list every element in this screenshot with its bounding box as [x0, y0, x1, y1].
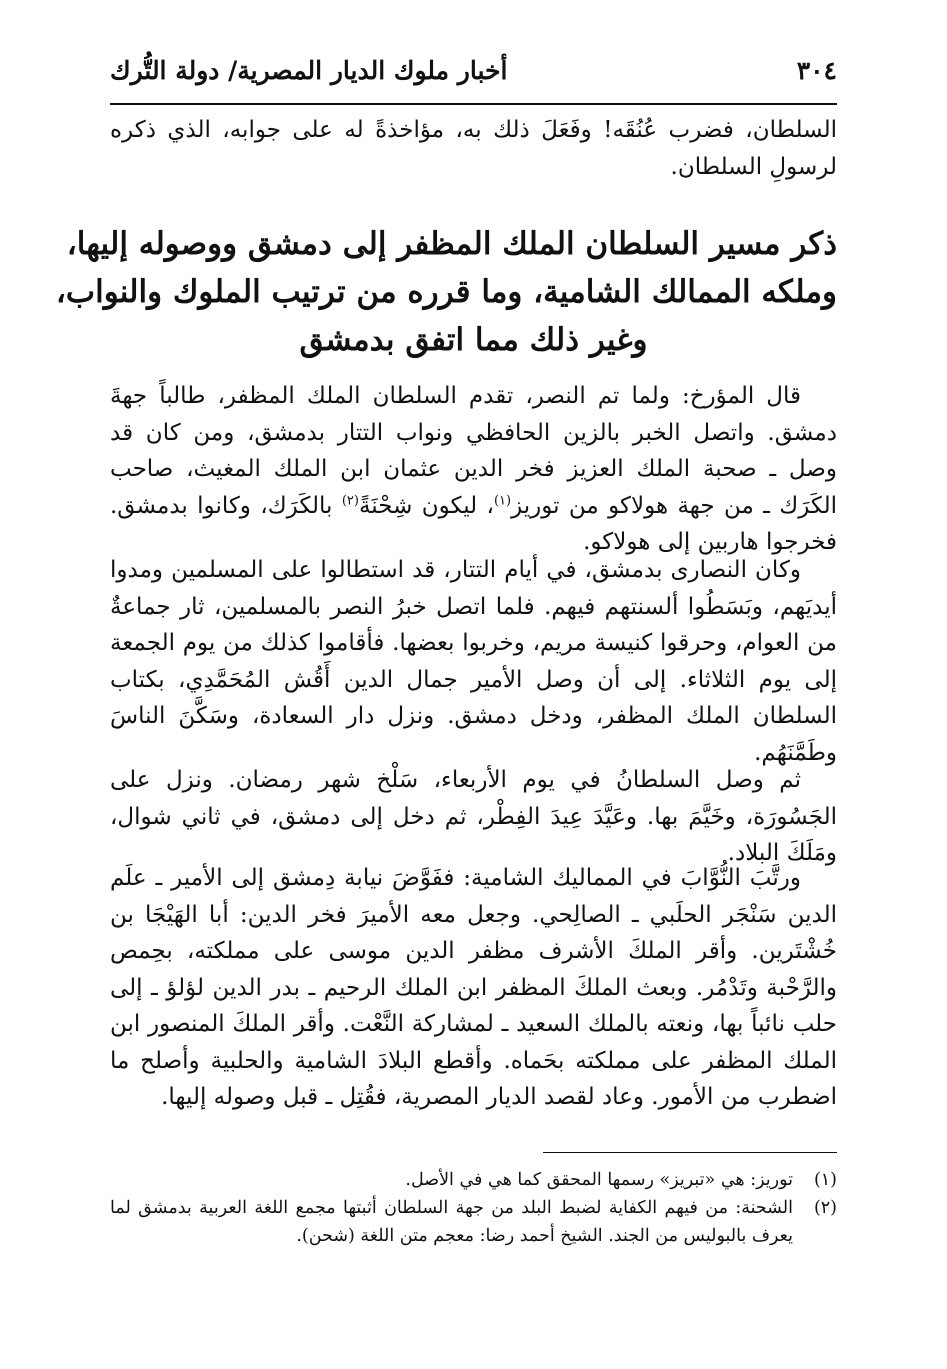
section-title-line-3: وغير ذلك مما اتفق بدمشق	[299, 322, 648, 358]
section-title-line-1: ذكر مسير السلطان الملك المظفر إلى دمشق ووصوله إليها،	[66, 226, 837, 262]
footnote-1-text: توريز: هي «تبريز» رسمها المحقق كما هي في الأصل.	[405, 1170, 793, 1190]
footnote-2	[110, 1194, 837, 1250]
section-title	[55, 220, 837, 364]
footnote-ref-2[interactable]: (٢)	[341, 492, 359, 508]
p1-part-1: قال المؤرخ: ولما تم النصر، تقدم السلطان الملك المظفر، طالباً جهةَ دمشق. واتصل الخبر بالزين الحافظي ونواب التتار بدمشق، ومن كان قد وصل ـ صحبة الملك العزيز فخر الدين عثمان ابن الملك المغيث، صاحب الكَرَك ـ من جهة هولاكو من توريز	[110, 383, 837, 519]
footnote-1	[110, 1166, 837, 1194]
paragraph-1-block	[110, 378, 837, 561]
intro-paragraph: السلطان، فضرب عُنُقَه! وفَعَلَ ذلك به، مؤاخذةً له على جوابه، الذي ذكره لرسولِ السلطان.	[110, 117, 837, 180]
footnote-2-text: الشحنة: من فيهم الكفاية لضبط البلد من جهة السلطان أثبتها مجمع اللغة العربية بدمشق لما يعرف بالبوليس من الجند. الشيخ أحمد رضا: معجم متن اللغة (شحن).	[110, 1198, 793, 1246]
paragraph-3: ثم وصل السلطانُ في يوم الأربعاء، سَلْخ شهر رمضان. ونزل على الجَسُورَة، وخَيَّمَ بها. وعَيَّدَ عِيدَ الفِطْر، ثم دخل إلى دمشق، في ثاني شوال، ومَلَكَ البلاد.	[110, 767, 837, 866]
paragraph-3-block	[110, 762, 837, 872]
running-title: أخبار ملوك الديار المصرية/ دولة التُّرك	[110, 56, 508, 85]
paragraph-2: وكان النصارى بدمشق، في أيام التتار، قد استطالوا على المسلمين ومدوا أيديَهم، وبَسَطُوا ألسنتهم فيهم. فلما اتصل خبرُ النصر بالمسلمين، ثار جماعةٌ من العوام، وحرقوا كنيسة مريم، وخربوا بعضها. فأقاموا كذلك من يوم الجمعة إلى يوم الثلاثاء. إلى أن وصل الأمير جمال الدين أَقُش المُحَمَّدِي، بكتاب السلطان الملك المظفر، ودخل دمشق. ونزل دار السعادة، وسَكَّنَ الناسَ وطَمَّنَهُم.	[110, 557, 837, 766]
footnote-1-number: (١)	[813, 1170, 837, 1190]
footnote-ref-1[interactable]: (١)	[493, 492, 512, 508]
p1-part-3: بالكَرَك، وكانوا بدمشق. فخرجوا هاربين إلى هولاكو.	[110, 492, 837, 555]
page-number: ٣٠٤	[796, 56, 837, 85]
paragraph-4: ورتَّبَ النُّوَّابَ في المماليك الشامية: ففَوَّضَ نيابة دِمشق إلى الأمير ـ علَم الدين سَنْجَر الحلَبي ـ الصالِحي. وجعل معه الأميرَ فخر الدين: أبا الهَيْجَا بن خُشْتَرين. وأقر الملكَ الأشرف مظفر الدين موسى على مملكته، بحِمص والرَّحْبة وتَدْمُر. وبعث الملكَ المظفر ابن الملك الرحيم ـ بدر الدين لؤلؤ ـ إلى حلب نائباً بها، ونعته بالملك السعيد ـ لمشاركة النَّعْت. وأقر الملكَ المنصور ابن الملك المظفر على مملكته بحَماه. وأقطع البلادَ الشامية والحلبية وأصلح ما اضطرب من الأمور. وعاد لقصد الديار المصرية، فقُتِل ـ قبل وصوله إليها.	[110, 865, 837, 1110]
footnotes	[110, 1166, 837, 1250]
section-title-line-2: وملكه الممالك الشامية، وما قرره من ترتيب الملوك والنواب،	[55, 274, 837, 310]
running-header	[110, 56, 837, 85]
footnote-2-number: (٢)	[813, 1198, 837, 1218]
paragraph-2-block	[110, 552, 837, 771]
intro-block	[110, 112, 837, 185]
p1-part-2: ، ليكون شِحْنَةً	[358, 492, 494, 519]
header-rule	[110, 103, 837, 105]
footnote-rule	[543, 1152, 837, 1153]
paragraph-1	[110, 378, 837, 561]
paragraph-4-block	[110, 860, 837, 1116]
